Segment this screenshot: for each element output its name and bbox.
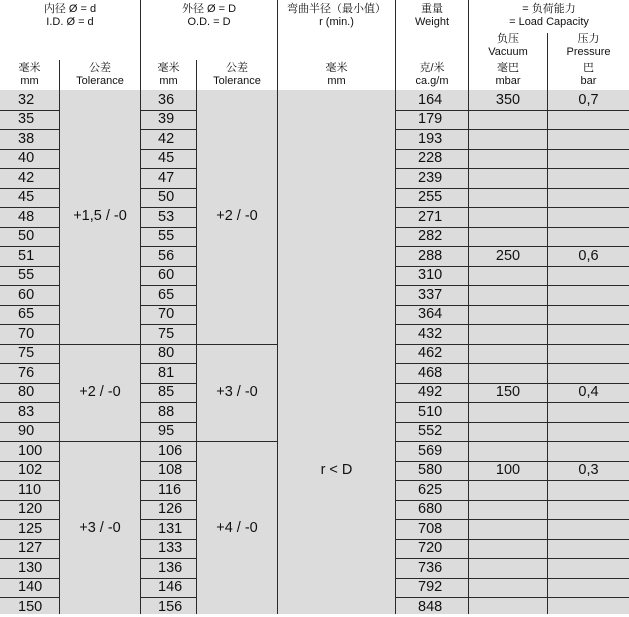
table-cell-weight: 468	[418, 364, 443, 381]
header-pressure-en: Pressure	[566, 46, 611, 58]
unit-weight-en: ca.g/m	[415, 75, 449, 87]
od-tolerance-label: +3 / -0	[216, 383, 258, 400]
vacuum-value: 350	[495, 91, 521, 108]
group-divider	[60, 344, 140, 345]
table-cell-weight: 552	[418, 423, 443, 439]
table-cell-id: 50	[18, 228, 35, 244]
row-divider	[548, 519, 629, 520]
table-cell-od: 133	[158, 540, 183, 556]
table-cell-od: 95	[158, 423, 175, 439]
unit-vacuum-en: mbar	[495, 75, 521, 87]
table-cell-weight: 708	[418, 520, 443, 537]
header-pressure-zh: 压力	[577, 33, 600, 45]
row-divider	[469, 227, 547, 228]
pressure-value: 0,6	[578, 247, 599, 264]
table-cell-id: 102	[18, 462, 43, 478]
row-divider	[469, 188, 547, 189]
table-cell-weight: 510	[418, 403, 443, 420]
table-cell-id: 55	[18, 267, 35, 283]
group-divider	[60, 441, 140, 442]
row-divider	[469, 149, 547, 150]
row-divider	[548, 558, 629, 559]
table-cell-weight: 792	[418, 579, 443, 595]
table-cell-od: 116	[158, 481, 182, 498]
row-divider	[469, 266, 547, 267]
table-cell-weight: 492	[418, 384, 443, 400]
table-cell-od: 131	[158, 520, 183, 537]
column-divider	[140, 0, 141, 614]
od-tolerance-label: +4 / -0	[216, 520, 258, 537]
table-cell-id: 51	[18, 247, 35, 264]
table-cell-weight: 271	[418, 208, 443, 225]
table-cell-od: 47	[158, 169, 175, 186]
header-load-en: = Load Capacity	[509, 16, 589, 28]
unit-id-tol-en: Tolerance	[76, 75, 124, 87]
unit-bend-mm-en: mm	[327, 75, 346, 87]
table-cell-id: 130	[18, 559, 43, 576]
header-id-zh: 内径 Ø = d	[43, 3, 97, 15]
pressure-value: 0,3	[578, 462, 599, 478]
row-divider	[469, 207, 547, 208]
unit-od-mm-zh: 毫米	[157, 62, 180, 74]
table-cell-od: 56	[158, 247, 175, 264]
row-divider	[548, 129, 629, 130]
row-divider	[548, 285, 629, 286]
row-divider	[469, 558, 547, 559]
row-divider	[548, 188, 629, 189]
row-divider	[548, 266, 629, 267]
group-divider	[197, 344, 277, 345]
table-cell-weight: 680	[418, 501, 443, 517]
header-vacuum-en: Vacuum	[488, 46, 528, 58]
table-cell-weight: 580	[418, 462, 443, 478]
table-cell-weight: 720	[418, 540, 443, 556]
unit-id-tol-zh: 公差	[89, 62, 111, 74]
table-cell-id: 38	[18, 130, 35, 147]
table-cell-id: 127	[18, 540, 43, 556]
table-cell-weight: 282	[418, 228, 443, 244]
table-cell-od: 156	[158, 598, 183, 615]
unit-id-mm-en: mm	[20, 75, 39, 87]
row-divider	[469, 110, 547, 111]
row-divider	[548, 500, 629, 501]
unit-od-tol-zh: 公差	[226, 62, 248, 74]
row-divider	[469, 129, 547, 130]
table-cell-weight: 179	[418, 111, 443, 127]
row-divider	[548, 344, 629, 345]
table-cell-od: 126	[158, 501, 183, 517]
column-divider	[277, 0, 278, 614]
table-cell-od: 136	[158, 559, 183, 576]
table-cell-id: 32	[18, 91, 35, 108]
table-cell-od: 108	[158, 462, 183, 478]
table-cell-weight: 310	[418, 267, 443, 283]
header-load-zh: = 负荷能力	[522, 3, 576, 15]
table-cell-weight: 848	[418, 598, 443, 615]
table-cell-weight: 462	[418, 345, 443, 361]
header-od-zh: 外径 Ø = D	[181, 3, 237, 15]
row-divider	[469, 168, 547, 169]
vacuum-value: 150	[495, 384, 521, 400]
table-cell-od: 80	[158, 345, 175, 361]
table-cell-od: 36	[158, 91, 175, 108]
table-cell-weight: 255	[418, 189, 443, 205]
row-divider	[548, 597, 629, 598]
table-cell-od: 75	[158, 325, 175, 342]
table-cell-id: 42	[18, 169, 35, 186]
table-cell-id: 45	[18, 189, 35, 205]
row-divider	[469, 305, 547, 306]
table-cell-weight: 569	[418, 442, 443, 459]
table-cell-id: 76	[18, 364, 35, 381]
row-divider	[548, 480, 629, 481]
row-divider	[469, 480, 547, 481]
table-cell-od: 88	[158, 403, 175, 420]
id-tolerance-label: +2 / -0	[79, 383, 121, 400]
row-divider	[548, 168, 629, 169]
row-divider	[469, 344, 547, 345]
header-weight-zh: 重量	[421, 3, 443, 15]
unit-od-tol-en: Tolerance	[213, 75, 261, 87]
table-cell-id: 40	[18, 150, 35, 166]
table-cell-od: 55	[158, 228, 175, 244]
table-cell-od: 65	[158, 286, 175, 303]
row-divider	[469, 539, 547, 540]
row-divider	[469, 422, 547, 423]
header-bend-en: r (min.)	[319, 16, 354, 28]
table-cell-id: 90	[18, 423, 35, 439]
unit-bend-mm-zh: 毫米	[325, 62, 348, 74]
header-id-en: I.D. Ø = d	[46, 16, 94, 28]
table-cell-od: 39	[158, 111, 175, 127]
unit-id-mm-zh: 毫米	[18, 62, 41, 74]
row-divider	[469, 597, 547, 598]
header-od-en: O.D. = D	[187, 16, 231, 28]
vacuum-value: 250	[495, 247, 521, 264]
table-cell-od: 146	[158, 579, 183, 595]
table-cell-weight: 364	[418, 306, 443, 322]
row-divider	[469, 402, 547, 403]
bend-radius-label: r < D	[320, 462, 353, 478]
vacuum-value: 100	[495, 462, 521, 478]
table-cell-weight: 337	[418, 286, 443, 303]
table-cell-weight: 625	[418, 481, 443, 498]
table-cell-id: 75	[18, 345, 35, 361]
row-divider	[469, 324, 547, 325]
table-cell-id: 48	[18, 208, 35, 225]
row-divider	[469, 519, 547, 520]
table-cell-id: 110	[18, 481, 42, 498]
table-cell-od: 60	[158, 267, 175, 283]
table-cell-weight: 193	[418, 130, 443, 147]
row-divider	[469, 500, 547, 501]
table-cell-weight: 228	[418, 150, 443, 166]
table-cell-id: 35	[18, 111, 35, 127]
row-divider	[548, 363, 629, 364]
row-divider	[548, 149, 629, 150]
row-divider	[548, 305, 629, 306]
row-divider	[548, 110, 629, 111]
unit-od-mm-en: mm	[159, 75, 178, 87]
table-cell-id: 80	[18, 384, 35, 400]
row-divider	[548, 539, 629, 540]
table-cell-id: 125	[18, 520, 43, 537]
unit-weight-zh: 克/米	[419, 62, 445, 74]
group-divider	[197, 441, 277, 442]
table-cell-id: 100	[18, 442, 43, 459]
header-bend-zh: 弯曲半径（最小值）	[287, 3, 386, 15]
table-cell-od: 42	[158, 130, 175, 147]
pressure-value: 0,7	[578, 91, 599, 108]
table-cell-od: 53	[158, 208, 175, 225]
header-vacuum-zh: 负压	[497, 33, 519, 45]
row-divider	[469, 578, 547, 579]
od-tolerance-label: +2 / -0	[216, 208, 258, 225]
row-divider	[548, 207, 629, 208]
row-divider	[548, 402, 629, 403]
table-cell-od: 81	[158, 364, 175, 381]
table-cell-id: 70	[18, 325, 35, 342]
table-cell-weight: 288	[418, 247, 443, 264]
unit-pressure-zh: 巴	[583, 62, 594, 74]
table-cell-weight: 164	[418, 91, 443, 108]
row-divider	[548, 227, 629, 228]
row-divider	[548, 441, 629, 442]
row-divider	[548, 578, 629, 579]
table-cell-od: 106	[158, 442, 183, 459]
row-divider	[548, 422, 629, 423]
table-cell-od: 70	[158, 306, 175, 322]
table-cell-id: 120	[18, 501, 43, 517]
table-cell-weight: 432	[418, 325, 443, 342]
table-cell-od: 85	[158, 384, 175, 400]
table-cell-id: 83	[18, 403, 35, 420]
header-weight-en: Weight	[414, 16, 450, 28]
column-divider	[547, 33, 548, 60]
column-divider	[547, 60, 548, 614]
unit-vacuum-zh: 毫巴	[497, 62, 519, 74]
pressure-value: 0,4	[578, 384, 599, 400]
row-divider	[548, 324, 629, 325]
id-tolerance-label: +3 / -0	[79, 520, 121, 537]
row-divider	[469, 441, 547, 442]
table-cell-weight: 736	[418, 559, 443, 576]
row-divider	[469, 285, 547, 286]
table-cell-od: 50	[158, 189, 175, 205]
table-cell-id: 140	[18, 579, 43, 595]
table-cell-id: 60	[18, 286, 35, 303]
table-cell-id: 65	[18, 306, 35, 322]
unit-pressure-en: bar	[580, 75, 597, 87]
id-tolerance-label: +1,5 / -0	[73, 208, 127, 225]
row-divider	[469, 363, 547, 364]
table-cell-id: 150	[18, 598, 43, 615]
table-cell-weight: 239	[418, 169, 443, 186]
column-divider	[395, 0, 396, 614]
table-cell-od: 45	[158, 150, 175, 166]
